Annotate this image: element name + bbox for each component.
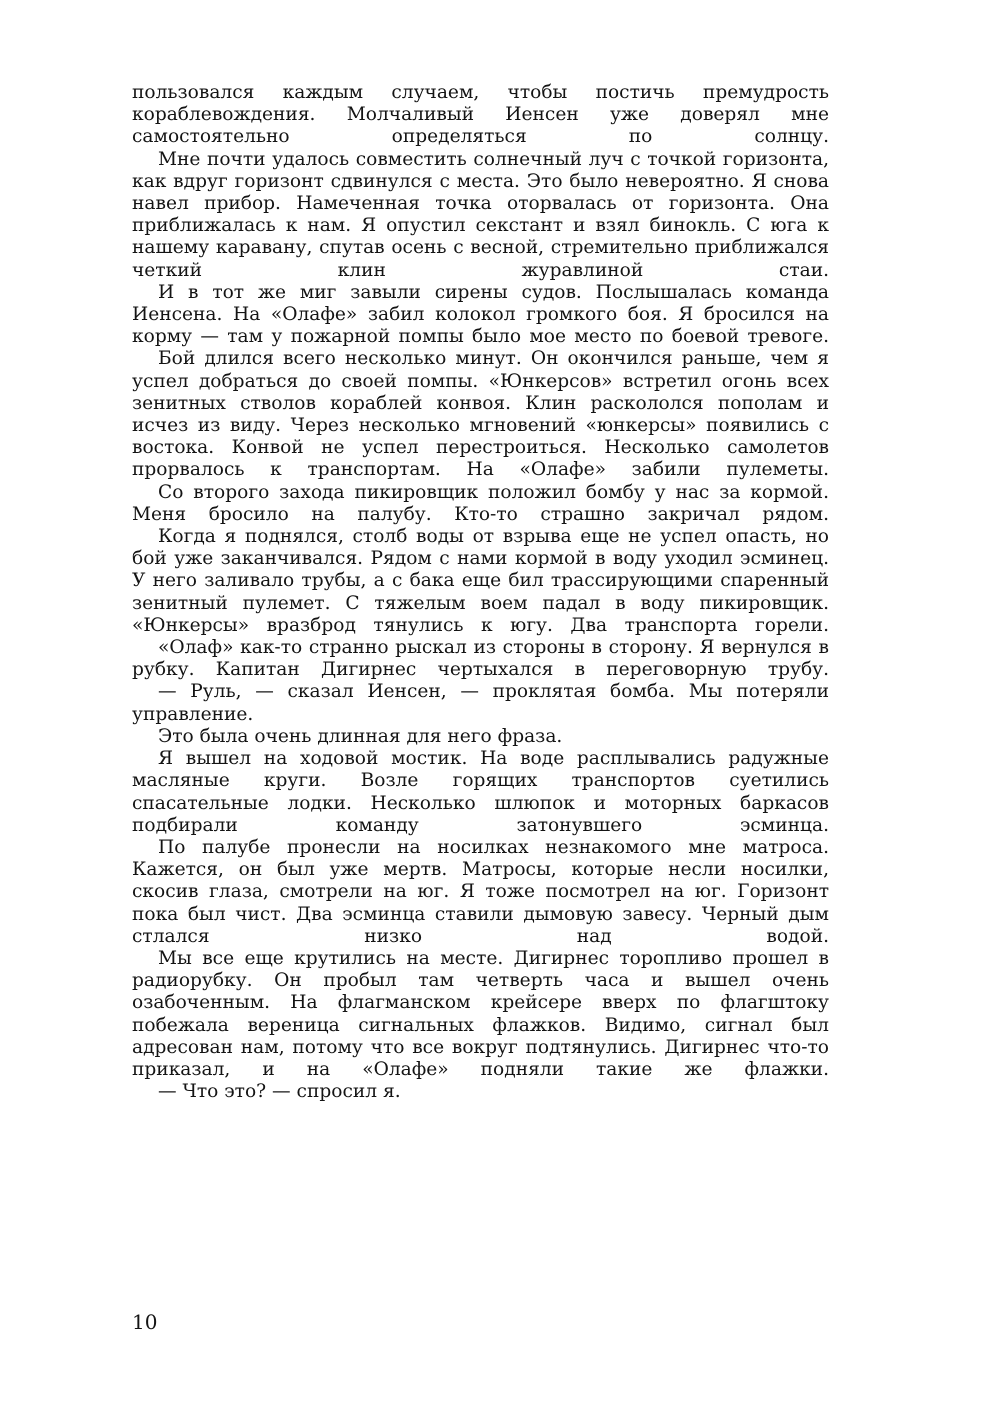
page-number: 10 — [132, 1310, 158, 1334]
paragraph-7: «Олаф» как-то странно рыскал из стороны в сторону. Я вернулся в рубку. Капитан Дигирнес чертыхался в переговорную трубу. — [132, 637, 829, 681]
paragraph-3: И в тот же миг завыли сирены судов. Послышалась команда Иенсена. На «Олафе» забил колокол громкого боя. Я бросился на корму — там у пожарной помпы было мое место по боевой тревоге. — [132, 281, 829, 348]
paragraph-6: Когда я поднялся, столб воды от взрыва еще не успел опасть, но бой уже заканчивался. Рядом с нами кормой в воду уходил эсминец. У него заливало трубы, а с бака еще бил трассирующими спаренный зенитный пулемет. С тяжелым воем падал в воду пикировщик. «Юнкерсы» вразброд тянулись к югу. Два транспорта горели. — [132, 526, 829, 636]
paragraph-2: Мне почти удалось совместить солнечный луч с точкой горизонта, как вдруг горизонт сдвинулся с места. Это было невероятно. Я снова навел прибор. Намеченная точка оторвалась от горизонта. Она приближалась к нам. Я опустил секстант и взял бинокль. С юга к нашему каравану, спутав осень с весной, стремительно приближался четкий клин журавлиной стаи. — [132, 148, 829, 281]
paragraph-5: Со второго захода пикировщик положил бомбу у нас за кормой. Меня бросило на палубу. Кто-то страшно закричал рядом. — [132, 481, 829, 525]
book-page-text — [132, 82, 829, 1103]
paragraph-8: — Руль, — сказал Иенсен, — проклятая бомба. Мы потеряли управление. — [132, 681, 829, 725]
paragraph-13: — Что это? — спросил я. — [158, 1081, 401, 1103]
paragraph-11: По палубе пронесли на носилках незнакомого мне матроса. Кажется, он был уже мертв. Матросы, которые несли носилки, скосив глаза, смотрели на юг. Я тоже посмотрел на юг. Горизонт пока был чист. Два эсминца ставили дымовую завесу. Черный дым стлался низко над водой. — [132, 836, 829, 947]
paragraph-9: Это была очень длинная для него фраза. — [158, 725, 563, 747]
paragraph-4: Бой длился всего несколько минут. Он окончился раньше, чем я успел добраться до своей помпы. «Юнкерсов» встретил огонь всех зенитных стволов кораблей конвоя. Клин раскололся пополам и исчез из виду. Через несколько мгновений «юнкерсы» появились с востока. Конвой не успел перестроиться. Несколько самолетов прорвалось к транспортам. На «Олафе» забили пулеметы. — [132, 348, 829, 481]
paragraph-12: Мы все еще крутились на месте. Дигирнес торопливо прошел в радиорубку. Он пробыл там четверть часа и вышел очень озабоченным. На флагманском крейсере вверх по флагштоку побежала вереница сигнальных флажков. Видимо, сигнал был адресован нам, потому что все вокруг подтянулись. Дигирнес что-то приказал, и на «Олафе» подняли такие же флажки. — [132, 947, 829, 1080]
paragraph-1: пользовался каждым случаем, чтобы постичь премудрость кораблевождения. Молчаливый Иенсен уже доверял мне самостоятельно определяться по солнцу. — [132, 82, 829, 148]
paragraph-10: Я вышел на ходовой мостик. На воде расплывались радужные масляные круги. Возле горящих транспортов суетились спасательные лодки. Несколько шлюпок и моторных баркасов подбирали команду затонувшего эсминца. — [132, 748, 829, 836]
